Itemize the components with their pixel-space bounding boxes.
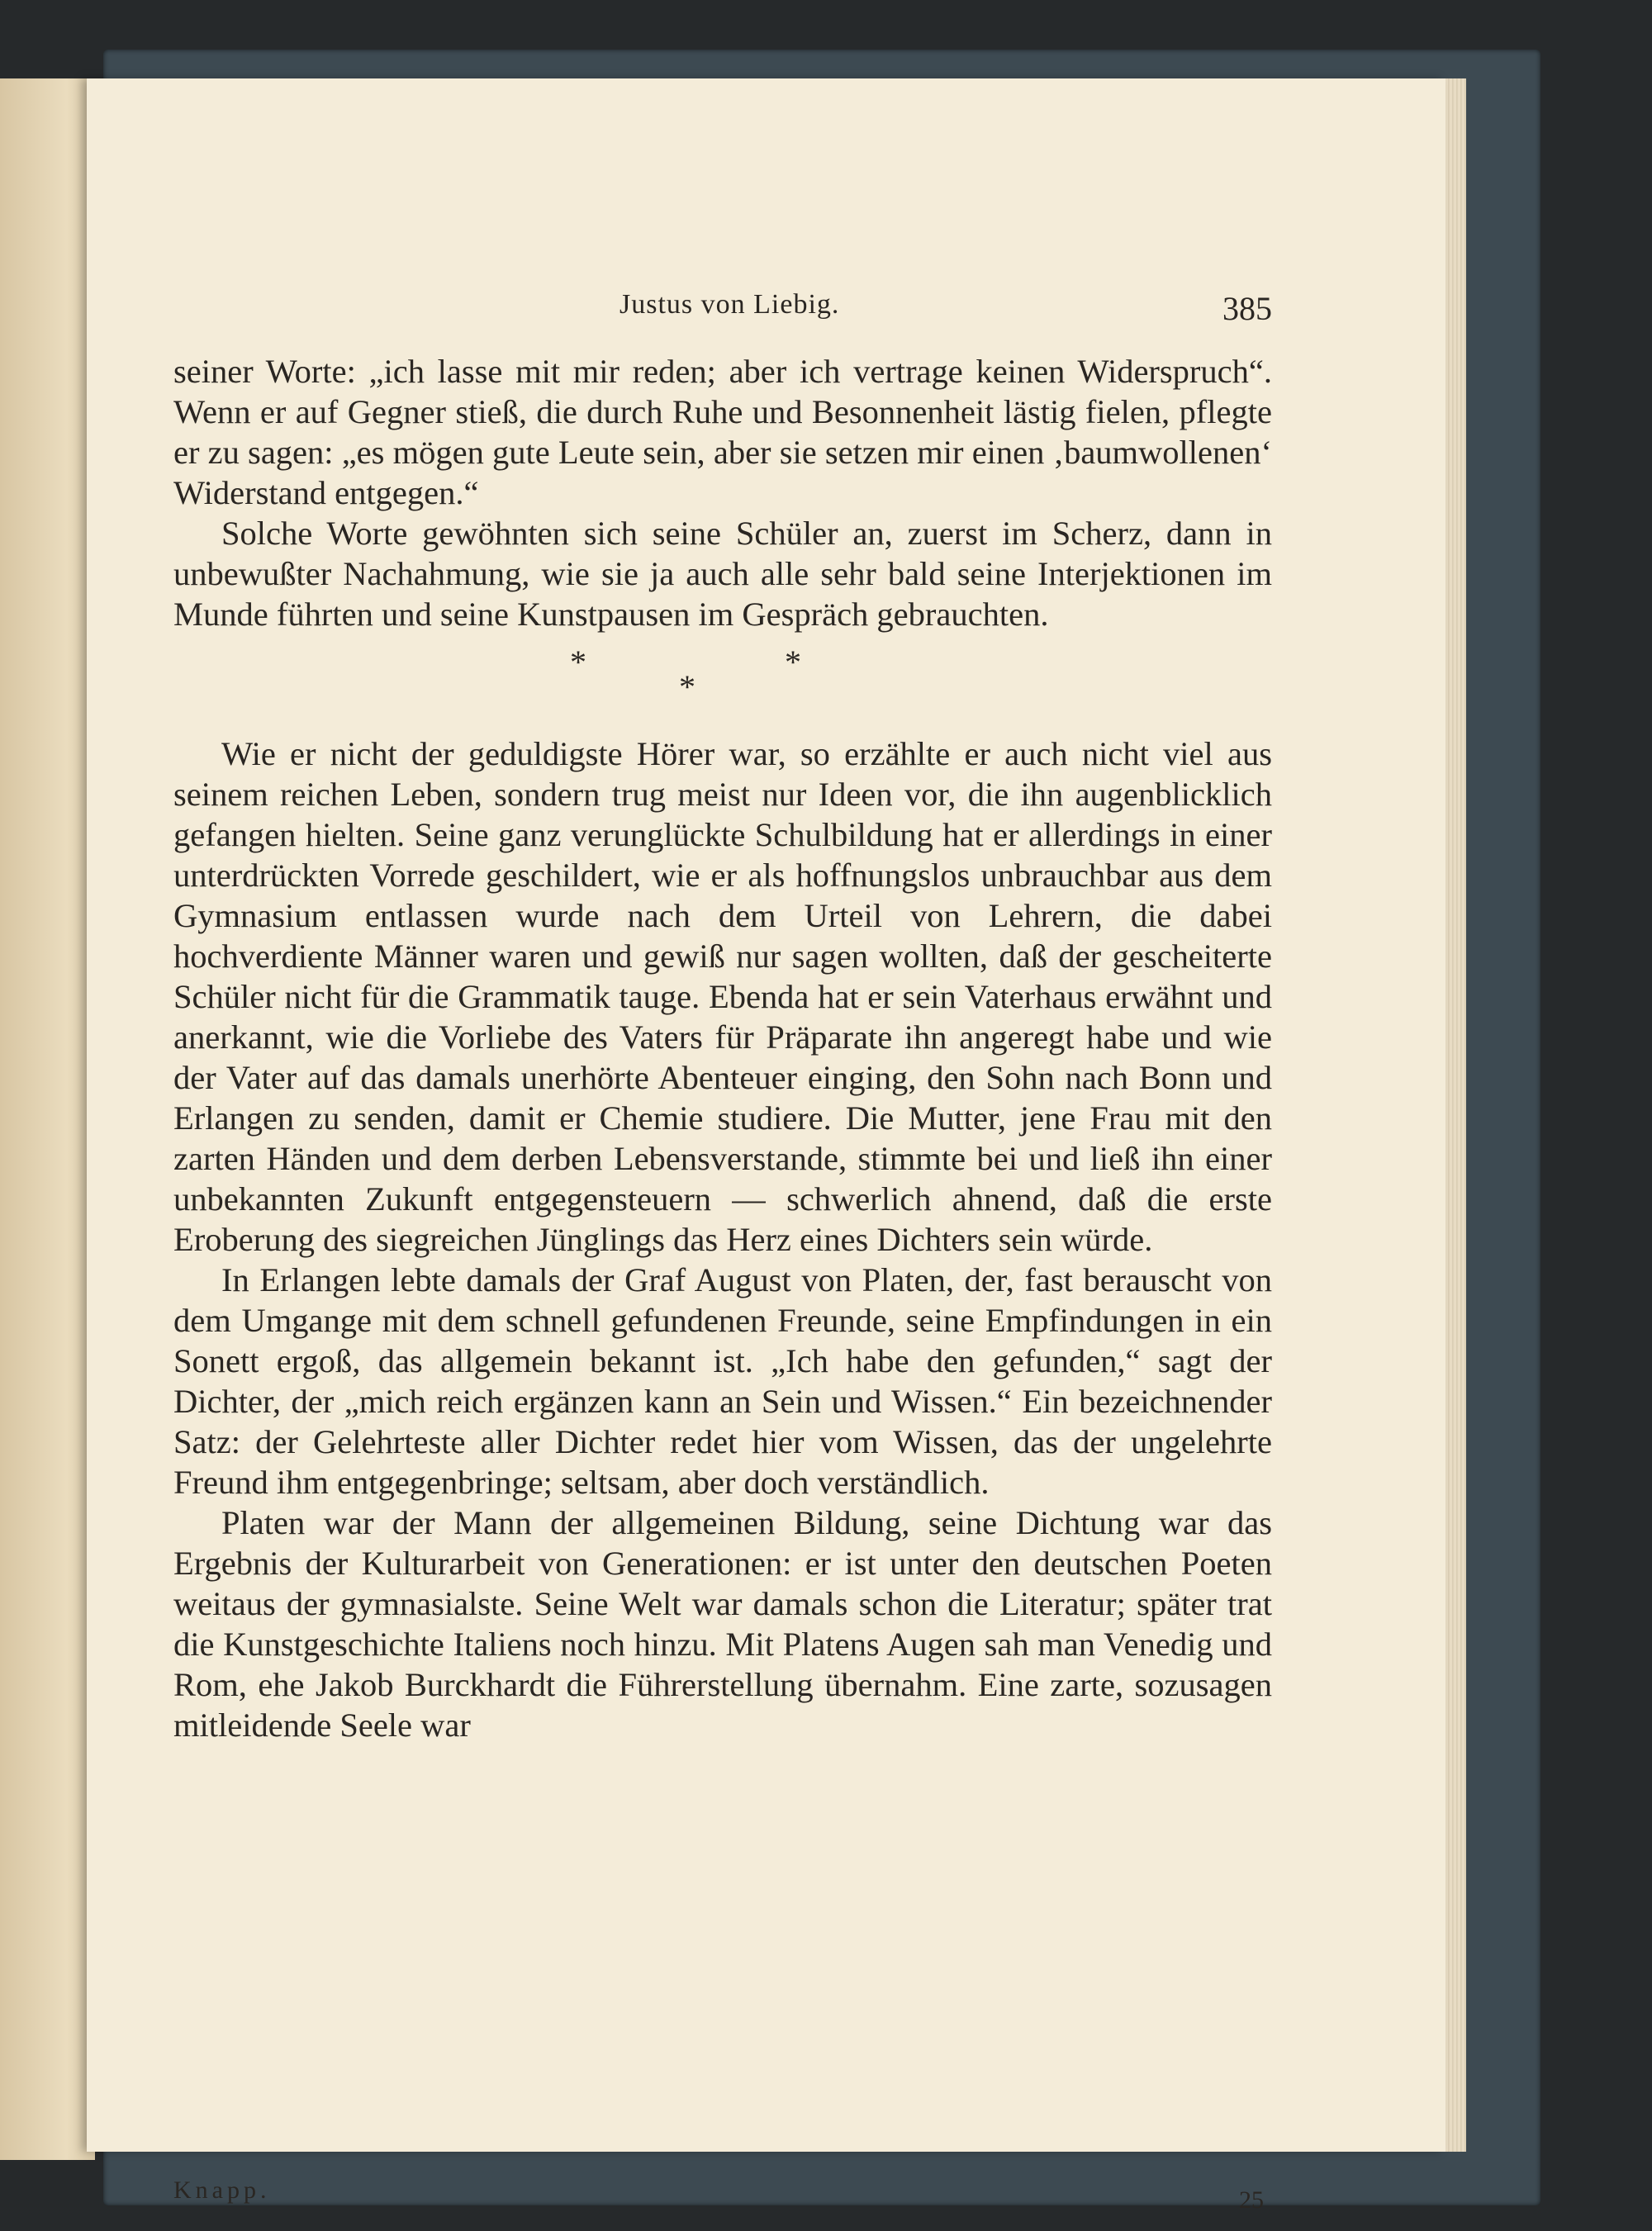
body-text	[173, 351, 1272, 1745]
page-footer	[173, 2176, 1272, 2218]
book-page	[87, 78, 1446, 2214]
separator-asterisk: *	[570, 643, 586, 681]
paragraph: In Erlangen lebte damals der Graf August von Platen, der, fast berauscht von dem Umgange mit dem schnell gefundenen Freunde, seine Empfindungen in ein Sonett ergoß, das allgemein bekannt ist. „Ich habe den gefunden,“ sagt der Dichter, der „mich reich ergänzen kann an Sein und Wissen.“ Ein bezeichnender Satz: der Gelehrteste aller Dichter redet hier vom Wissen, das der ungelehrte Freund ihm entgegenbringe; seltsam, aber doch verständlich.	[173, 1261, 1272, 1501]
printer-signature: Knapp.	[173, 2176, 271, 2204]
running-head-title: Justus von Liebig.	[620, 289, 840, 320]
running-head	[173, 281, 1272, 330]
separator-asterisk: *	[679, 668, 695, 705]
separator-asterisk: *	[785, 643, 801, 681]
facing-page-edge	[0, 78, 95, 2160]
page-number: 385	[1222, 290, 1272, 327]
paragraph: Solche Worte gewöhnten sich seine Schüler an, zuerst im Scherz, dann in unbewußter Nachahmung, wie sie ja auch alle sehr bald seine Interjektionen im Munde führten und seine Kunstpausen im Gespräch gebrauchten.	[173, 515, 1272, 633]
paragraph: Platen war der Mann der allgemeinen Bildung, seine Dichtung war das Ergebnis der Kulturarbeit von Generationen: er ist unter den deutschen Poeten weitaus der gymnasialste. Seine Welt war damals schon die Literatur; später trat die Kunstgeschichte Italiens noch hinzu. Mit Platens Augen sah man Venedig und Rom, ehe Jakob Burckhardt die Führerstellung übernahm. Eine zarte, sozusagen mitleidende Seele war	[173, 1504, 1272, 1744]
sheet-number: 25	[1239, 2186, 1264, 2214]
paragraph: Wie er nicht der geduldigste Hörer war, so erzählte er auch nicht viel aus seinem reichen Leben, sondern trug meist nur Ideen vor, die ihn augenblicklich gefangen hielten. Seine ganz verunglückte Schulbildung hat er allerdings in einer unterdrückten Vorrede geschildert, wie er als hoffnungslos unbrauchbar aus dem Gymnasium entlassen wurde nach dem Urteil von Lehrern, die dabei hochverdiente Männer waren und gewiß nur sagen wollten, daß der gescheiterte Schüler nicht für die Grammatik tauge. Ebenda hat er sein Vaterhaus erwähnt und anerkannt, wie die Vorliebe des Vaters für Präparate ihn angeregt habe und wie der Vater auf das damals unerhörte Abenteuer einging, den Sohn nach Bonn und Erlangen zu senden, damit er Chemie studiere. Die Mutter, jene Frau mit den zarten Händen und dem derben Lebensverstande, stimmte bei und ließ ihn einer unbekannten Zukunft entgegensteuern — schwerlich ahnend, daß die erste Eroberung des siegreichen Jünglings das Herz eines Dichters sein würde.	[173, 735, 1272, 1258]
paragraph-continuation: seiner Worte: „ich lasse mit mir reden; aber ich vertrage keinen Widerspruch“. Wenn er auf Gegner stieß, die durch Ruhe und Besonnenheit lästig fielen, pflegte er zu sagen: „es mögen gute Leute sein, aber sie setzen mir einen ‚baumwollenen‘ Widerstand entgegen.“	[173, 353, 1272, 511]
section-separator	[173, 634, 1272, 733]
